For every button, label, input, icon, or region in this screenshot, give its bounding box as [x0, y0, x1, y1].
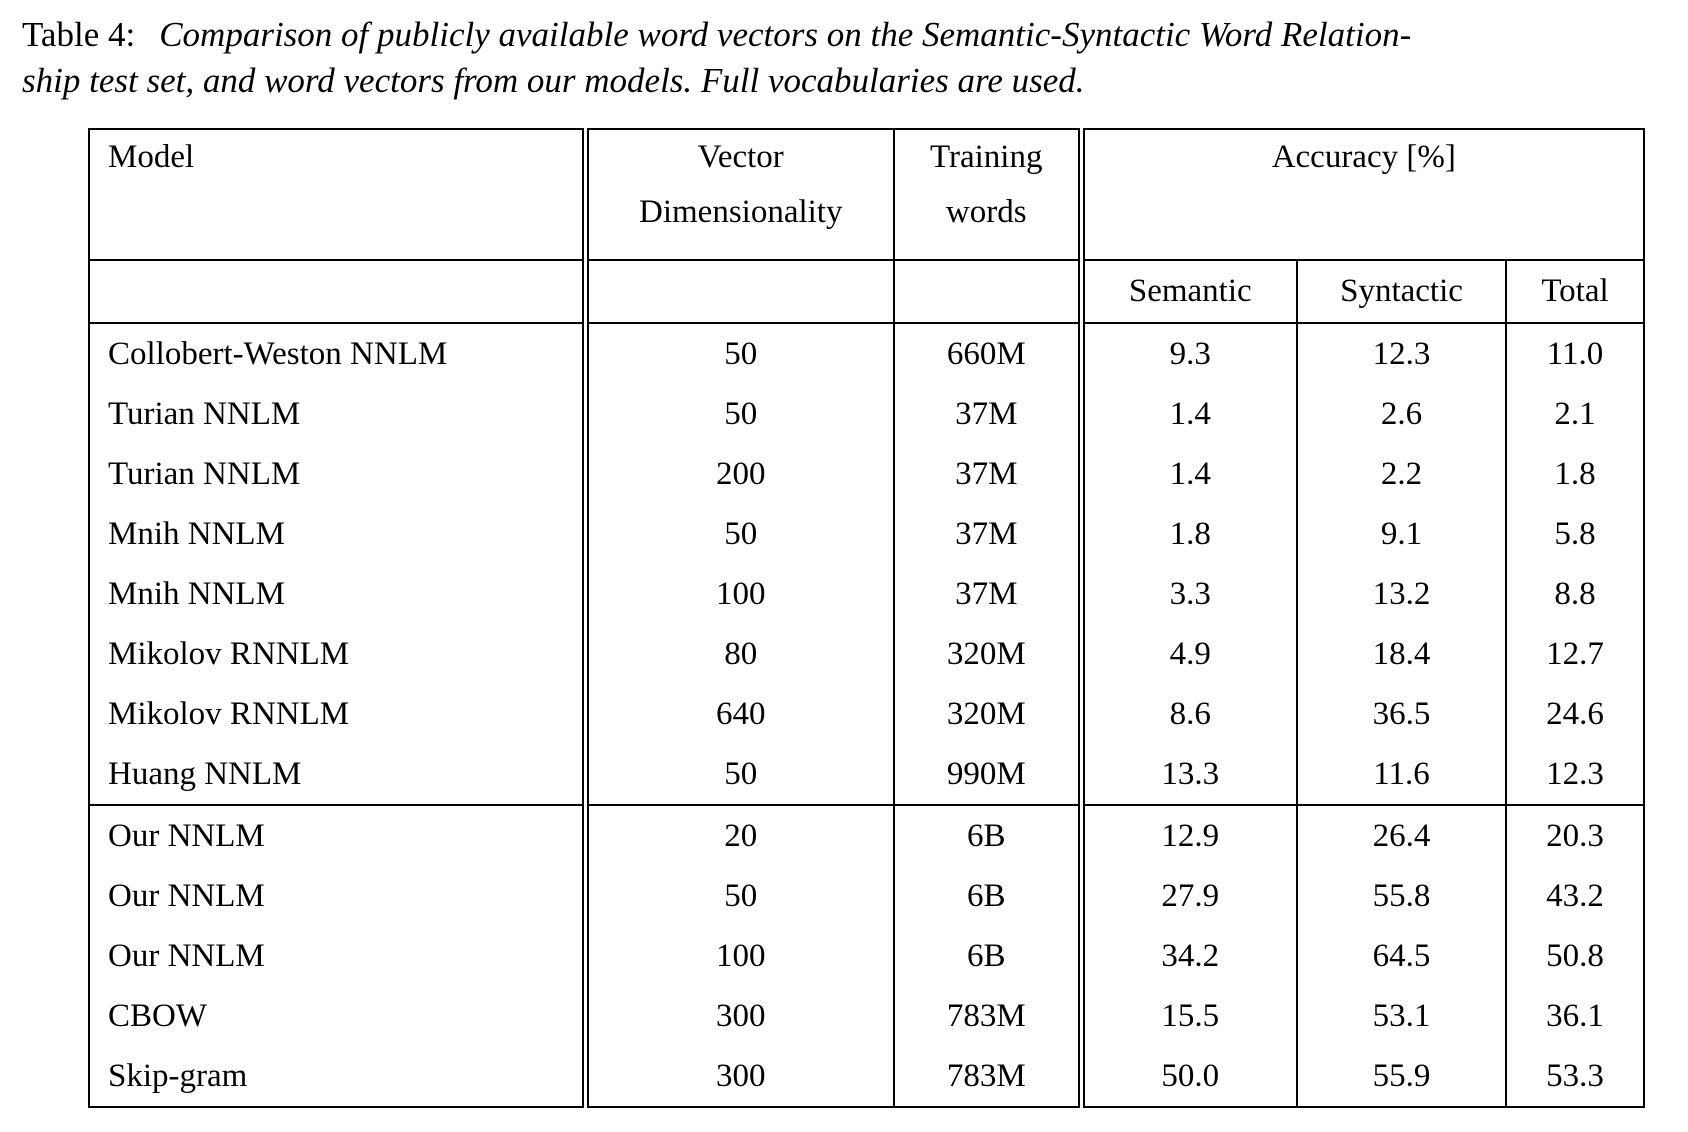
- header-empty-training-cell: [894, 260, 1081, 323]
- table-row: [89, 323, 1644, 384]
- cell-model: Turian NNLM: [89, 384, 585, 444]
- header-semantic: Semantic: [1081, 260, 1297, 323]
- cell-syntactic-accuracy: 12.3: [1297, 323, 1506, 384]
- cell-model: Our NNLM: [89, 805, 585, 866]
- cell-syntactic-accuracy: 2.2: [1297, 444, 1506, 504]
- cell-total-accuracy: 8.8: [1506, 564, 1644, 624]
- cell-total-accuracy: 36.1: [1506, 986, 1644, 1046]
- cell-model: CBOW: [89, 986, 585, 1046]
- cell-semantic-accuracy: 34.2: [1081, 926, 1297, 986]
- cell-training-words: 37M: [894, 384, 1081, 444]
- cell-semantic-accuracy: 1.4: [1081, 444, 1297, 504]
- cell-training-words: 990M: [894, 744, 1081, 805]
- header-model: Model: [89, 129, 585, 260]
- cell-syntactic-accuracy: 18.4: [1297, 624, 1506, 684]
- cell-model: Huang NNLM: [89, 744, 585, 805]
- cell-vector-dimensionality: 80: [585, 624, 894, 684]
- cell-training-words: 6B: [894, 926, 1081, 986]
- cell-total-accuracy: 12.7: [1506, 624, 1644, 684]
- cell-vector-dimensionality: 200: [585, 444, 894, 504]
- cell-training-words: 660M: [894, 323, 1081, 384]
- cell-syntactic-accuracy: 53.1: [1297, 986, 1506, 1046]
- cell-vector-dimensionality: 20: [585, 805, 894, 866]
- cell-total-accuracy: 24.6: [1506, 684, 1644, 744]
- cell-total-accuracy: 2.1: [1506, 384, 1644, 444]
- cell-semantic-accuracy: 4.9: [1081, 624, 1297, 684]
- cell-model: Mikolov RNNLM: [89, 624, 585, 684]
- table-row: [89, 564, 1644, 624]
- cell-model: Mikolov RNNLM: [89, 684, 585, 744]
- header-empty-model-cell: [89, 260, 585, 323]
- cell-total-accuracy: 11.0: [1506, 323, 1644, 384]
- cell-model: Mnih NNLM: [89, 504, 585, 564]
- header-accuracy: Accuracy [%]: [1081, 129, 1644, 260]
- cell-semantic-accuracy: 13.3: [1081, 744, 1297, 805]
- results-table: [88, 128, 1645, 1108]
- table-row: [89, 866, 1644, 926]
- cell-vector-dimensionality: 100: [585, 926, 894, 986]
- cell-model: Our NNLM: [89, 866, 585, 926]
- cell-semantic-accuracy: 1.4: [1081, 384, 1297, 444]
- cell-total-accuracy: 50.8: [1506, 926, 1644, 986]
- header-training-words-line-1: Training: [930, 139, 1043, 175]
- cell-training-words: 37M: [894, 564, 1081, 624]
- cell-total-accuracy: 20.3: [1506, 805, 1644, 866]
- table-row: [89, 1046, 1644, 1107]
- cell-syntactic-accuracy: 55.9: [1297, 1046, 1506, 1107]
- cell-training-words: 320M: [894, 684, 1081, 744]
- cell-semantic-accuracy: 15.5: [1081, 986, 1297, 1046]
- cell-syntactic-accuracy: 9.1: [1297, 504, 1506, 564]
- cell-model: Mnih NNLM: [89, 564, 585, 624]
- table-row: [89, 684, 1644, 744]
- cell-vector-dimensionality: 50: [585, 866, 894, 926]
- header-training-words-line-2: words: [945, 194, 1027, 230]
- cell-training-words: 37M: [894, 504, 1081, 564]
- header-syntactic: Syntactic: [1297, 260, 1506, 323]
- cell-total-accuracy: 12.3: [1506, 744, 1644, 805]
- cell-total-accuracy: 5.8: [1506, 504, 1644, 564]
- cell-training-words: 783M: [894, 1046, 1081, 1107]
- cell-training-words: 783M: [894, 986, 1081, 1046]
- table-row: [89, 384, 1644, 444]
- header-vector-dimensionality: [585, 129, 894, 260]
- cell-semantic-accuracy: 8.6: [1081, 684, 1297, 744]
- caption-label: Table 4:: [22, 15, 136, 54]
- header-total: Total: [1506, 260, 1644, 323]
- cell-syntactic-accuracy: 26.4: [1297, 805, 1506, 866]
- cell-syntactic-accuracy: 2.6: [1297, 384, 1506, 444]
- cell-syntactic-accuracy: 13.2: [1297, 564, 1506, 624]
- cell-vector-dimensionality: 300: [585, 1046, 894, 1107]
- table-row: [89, 926, 1644, 986]
- cell-training-words: 6B: [894, 866, 1081, 926]
- caption-line-1: [22, 12, 1411, 58]
- header-vector-dimensionality-line-2: Dimensionality: [639, 194, 843, 230]
- header-training-words: [894, 129, 1081, 260]
- cell-vector-dimensionality: 50: [585, 384, 894, 444]
- caption-text-line-2: ship test set, and word vectors from our models. Full vocabularies are used.: [22, 61, 1085, 100]
- cell-vector-dimensionality: 50: [585, 323, 894, 384]
- cell-training-words: 37M: [894, 444, 1081, 504]
- cell-vector-dimensionality: 50: [585, 744, 894, 805]
- cell-semantic-accuracy: 50.0: [1081, 1046, 1297, 1107]
- cell-vector-dimensionality: 640: [585, 684, 894, 744]
- table-row: [89, 624, 1644, 684]
- table-row: [89, 444, 1644, 504]
- cell-semantic-accuracy: 1.8: [1081, 504, 1297, 564]
- header-vector-dimensionality-line-1: Vector: [697, 139, 784, 175]
- cell-model: Turian NNLM: [89, 444, 585, 504]
- cell-total-accuracy: 53.3: [1506, 1046, 1644, 1107]
- cell-model: Skip-gram: [89, 1046, 585, 1107]
- table-row: [89, 805, 1644, 866]
- cell-vector-dimensionality: 100: [585, 564, 894, 624]
- cell-model: Our NNLM: [89, 926, 585, 986]
- header-empty-vector-cell: [585, 260, 894, 323]
- header-row-main: [89, 129, 1644, 260]
- cell-vector-dimensionality: 300: [585, 986, 894, 1046]
- cell-semantic-accuracy: 3.3: [1081, 564, 1297, 624]
- cell-total-accuracy: 43.2: [1506, 866, 1644, 926]
- cell-syntactic-accuracy: 64.5: [1297, 926, 1506, 986]
- caption-text-line-1: Comparison of publicly available word vectors on the Semantic-Syntactic Word Relation-: [159, 15, 1412, 54]
- cell-syntactic-accuracy: 55.8: [1297, 866, 1506, 926]
- cell-semantic-accuracy: 12.9: [1081, 805, 1297, 866]
- table-row: [89, 744, 1644, 805]
- cell-training-words: 6B: [894, 805, 1081, 866]
- cell-syntactic-accuracy: 36.5: [1297, 684, 1506, 744]
- cell-semantic-accuracy: 27.9: [1081, 866, 1297, 926]
- table-row: [89, 986, 1644, 1046]
- cell-semantic-accuracy: 9.3: [1081, 323, 1297, 384]
- cell-syntactic-accuracy: 11.6: [1297, 744, 1506, 805]
- cell-total-accuracy: 1.8: [1506, 444, 1644, 504]
- header-row-sub: [89, 260, 1644, 323]
- table-row: [89, 504, 1644, 564]
- cell-model: Collobert-Weston NNLM: [89, 323, 585, 384]
- cell-vector-dimensionality: 50: [585, 504, 894, 564]
- cell-training-words: 320M: [894, 624, 1081, 684]
- table-caption: [22, 12, 1411, 104]
